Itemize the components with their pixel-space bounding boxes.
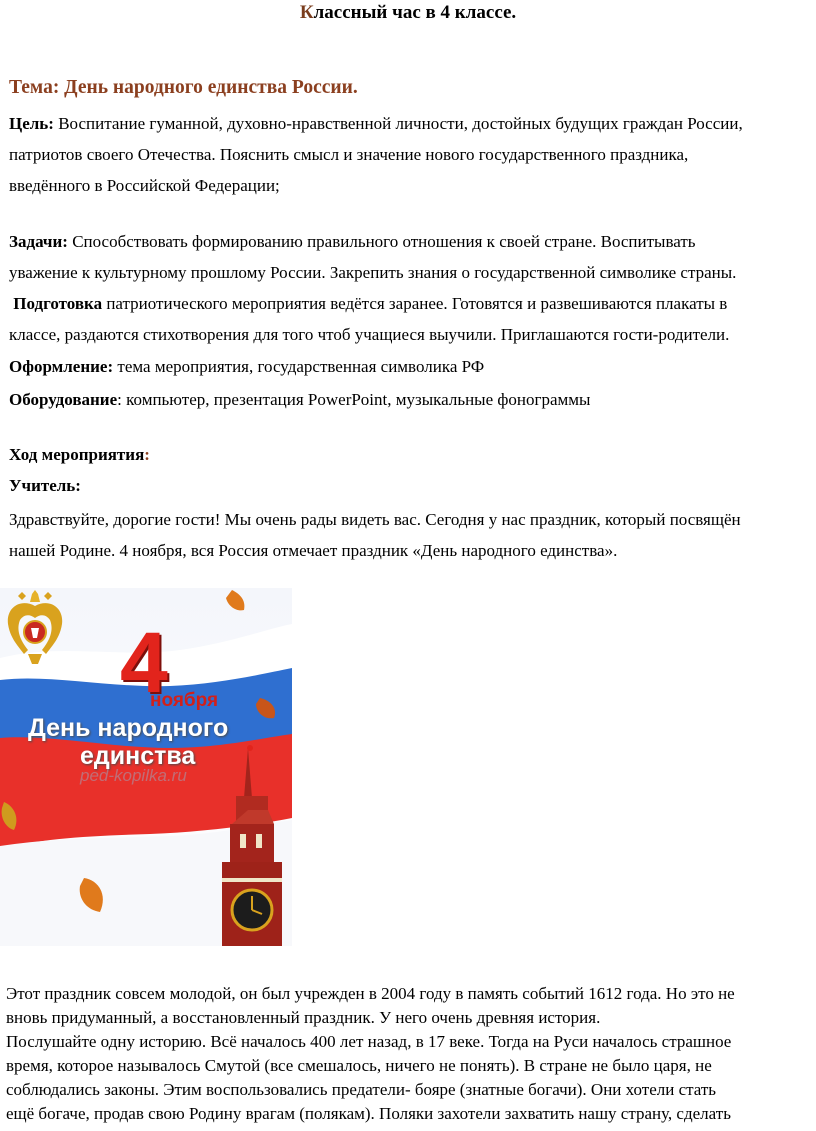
story-section xyxy=(6,982,814,1126)
design-label: Оформление: xyxy=(9,357,114,376)
prep-section xyxy=(9,288,809,350)
tasks-label: Задачи: xyxy=(9,232,68,251)
poster-title-line2: единства xyxy=(80,742,196,770)
goal-line: Воспитание гуманной, духовно-нравственной личности, достойных будущих граждан России, xyxy=(53,114,743,133)
teacher-heading xyxy=(9,470,809,501)
progress-heading xyxy=(9,439,809,470)
story-line: время, которое называлось Смутой (все смешалось, ничего не понять). В стране не было царя, не xyxy=(6,1056,712,1075)
speech-line: нашей Родине. 4 ноября, вся Россия отмечает праздник «День народного единства». xyxy=(9,541,618,560)
poster-month: ноября xyxy=(150,690,219,711)
equipment-section xyxy=(9,384,809,415)
progress-label: Ход мероприятия xyxy=(9,445,145,464)
goal-line: патриотов своего Отечества. Пояснить смысл и значение нового государственного праздника, xyxy=(9,145,689,164)
poster-number: 4 xyxy=(120,615,168,711)
design-text: тема мероприятия, государственная символика РФ xyxy=(113,357,485,376)
prep-line: патриотического мероприятия ведётся заранее. Готовятся и развешиваются плакаты в xyxy=(102,294,728,313)
poster-watermark: ped-kopilka.ru xyxy=(80,766,187,785)
prep-line: классе, раздаются стихотворения для того чтоб учащиеся выучили. Приглашаются гости-родители. xyxy=(9,325,730,344)
page-title xyxy=(0,2,816,24)
title-rest: лассный час в 4 классе. xyxy=(313,2,517,23)
story-line: Этот праздник совсем молодой, он был учрежден в 2004 году в память событий 1612 года. Но это не xyxy=(6,984,735,1003)
teacher-speech xyxy=(9,504,809,566)
tasks-line: Способствовать формированию правильного отношения к своей стране. Воспитывать xyxy=(67,232,696,251)
teacher-label: Учитель: xyxy=(9,476,81,495)
tasks-line: уважение к культурному прошлому России. Закрепить знания о государственной символике страны. xyxy=(9,263,737,282)
prep-label: Подготовка xyxy=(13,294,103,313)
story-line: Послушайте одну историю. Всё началось 400 лет назад, в 17 веке. Тогда на Руси началось страшное xyxy=(6,1032,732,1051)
goal-label: Цель: xyxy=(9,114,54,133)
tasks-section xyxy=(9,226,809,288)
title-first-letter: К xyxy=(299,2,314,23)
equipment-label: Оборудование xyxy=(9,390,118,409)
topic-heading: Тема: День народного единства России. xyxy=(9,77,358,98)
story-line: соблюдались законы. Этим воспользовались предатели- бояре (знатные богачи). Они хотели стать xyxy=(6,1080,717,1099)
poster-title-line1: День народного xyxy=(28,714,229,742)
speech-line: Здравствуйте, дорогие гости! Мы очень рады видеть вас. Сегодня у нас праздник, который посвящён xyxy=(9,510,741,529)
design-section xyxy=(9,351,809,382)
story-line: ещё богаче, продав свою Родину врагам (полякам). Поляки захотели захватить нашу страну, сделать xyxy=(6,1104,731,1123)
story-line: вновь придуманный, а восстановленный праздник. У него очень древняя история. xyxy=(6,1008,601,1027)
goal-section xyxy=(9,108,809,201)
equipment-text: : компьютер, презентация PowerPoint, музыкальные фонограммы xyxy=(117,390,591,409)
goal-line: введённого в Российской Федерации; xyxy=(9,176,280,195)
progress-colon: : xyxy=(144,445,150,464)
